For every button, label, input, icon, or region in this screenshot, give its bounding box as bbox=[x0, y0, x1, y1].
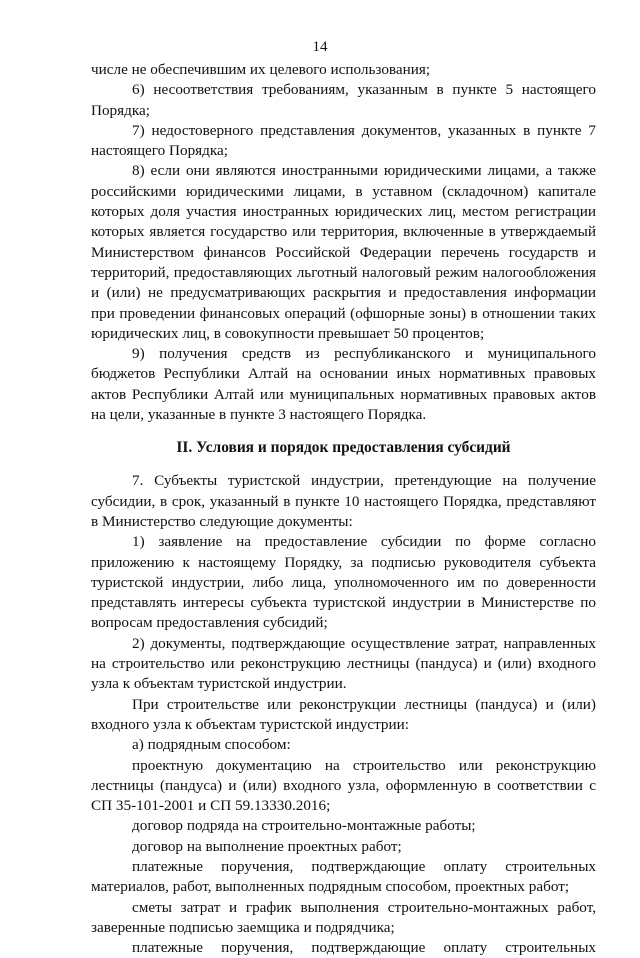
document-body bbox=[91, 60, 596, 958]
paragraph: 7. Субъекты туристской индустрии, претендующие на получение субсидии, в срок, указанный в пункте 10 настоящего Порядка, представляют в Министерство следующие документы: bbox=[91, 472, 596, 530]
paragraph: договор подряда на строительно-монтажные работы; bbox=[132, 817, 476, 835]
paragraph: 2) документы, подтверждающие осуществление затрат, направленных на строительство или реконструкцию лестницы (пандуса) и (или) входного узла к объектам туристской индустрии. bbox=[91, 634, 596, 693]
paragraph: 1) заявление на предоставление субсидии по форме согласно приложению к настоящему Порядку, за подписью руководителя субъекта туристской индустрии, либо лица, уполномоченного им по доверенности представлять интересы субъекта туристской индустрии в Министерстве по вопросам предоставления субсидий; bbox=[91, 533, 596, 632]
paragraph: 8) если они являются иностранными юридическими лицами, а также российскими юридическими лицами, в уставном (складочном) капитале которых доля участия иностранных юридических лиц, местом регистрации которых является государство или территория, включенные в утверждаемый Министерством финансов Российской Федерации перечень государств и территорий, предоставляющих льготный налоговый режим налогообложения и (или) не предусматривающих раскрытия и предоставления информации при проведении финансовых операций (офшорные зоны) в отношении таких юридических лиц, в совокупности превышает 50 процентов; bbox=[91, 162, 596, 342]
paragraph: проектную документацию на строительство или реконструкцию лестницы (пандуса) и (или) входного узла, оформленную в соответствии с СП 35-101-2001 и СП 59.13330.2016; bbox=[91, 756, 596, 815]
paragraph: числе не обеспечившим их целевого использования; bbox=[91, 61, 431, 78]
section-heading: II. Условия и порядок предоставления субсидий bbox=[176, 439, 511, 457]
page-number: 14 bbox=[312, 39, 328, 55]
paragraph: 9) получения средств из республиканского и муниципального бюджетов Республики Алтай на основании иных нормативных правовых актов Республики Алтай или муниципальных нормативных правовых актов на цели, указанные в пункте 3 настоящего Порядка. bbox=[91, 345, 596, 424]
paragraph: 6) несоответствия требованиям, указанным в пункте 5 настоящего Порядка; bbox=[91, 81, 596, 119]
paragraph: а) подрядным способом: bbox=[132, 736, 291, 754]
paragraph: платежные поручения, подтверждающие оплату строительных материалов, работ, выполненных подрядным способом, проектных работ; bbox=[91, 857, 596, 896]
paragraph: сметы затрат и график выполнения строительно-монтажных работ, заверенные подписью заемщика и подрядчика; bbox=[91, 898, 596, 936]
paragraph: 7) недостоверного представления документов, указанных в пункте 7 настоящего Порядка; bbox=[91, 121, 596, 160]
paragraph: договор на выполнение проектных работ; bbox=[132, 837, 402, 855]
paragraph: платежные поручения, подтверждающие оплату строительных bbox=[132, 939, 596, 957]
paragraph: При строительстве или реконструкции лестницы (пандуса) и (или) входного узла к объектам туристской индустрии: bbox=[91, 695, 596, 733]
